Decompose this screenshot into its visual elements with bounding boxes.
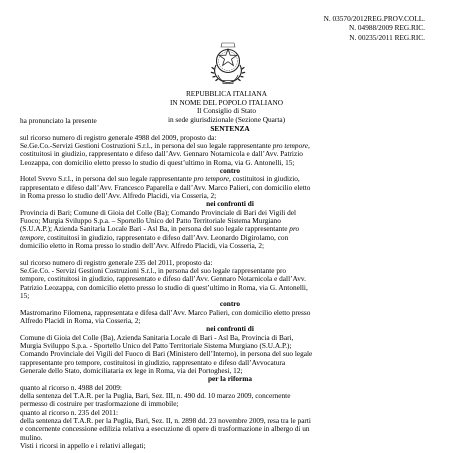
text-line: sul ricorso numero di registro generale 4988 del 2009, proposto da: xyxy=(20,132,217,142)
heading-line: Il Consiglio di Stato xyxy=(197,106,256,115)
text-line: Comando Provinciale dei Vigili del Fuoco di Bari (Ministero dell’Interno), in persona del suo legale xyxy=(20,349,313,359)
italian-republic-emblem xyxy=(208,41,248,87)
intro-text: ha pronunciato la presente xyxy=(20,116,97,125)
text-line: permesso di costruire per trasformazione di immobile; xyxy=(20,399,179,409)
case-references xyxy=(324,14,425,42)
text-line: domicilio eletto in Roma presso lo studio dell’Avv. Alfredo Placidi, via Cosseria, 2; xyxy=(20,241,265,251)
text-line: Patrizio Leozappa, con domicilio eletto presso lo studio di quest’ultimo in Roma, via G. Antonelli, xyxy=(20,282,308,292)
reference-line: N. 03570/2012REG.PROV.COLL. xyxy=(323,14,425,23)
text-line: Comune di Gioia del Colle (Ba), Azienda Sanitaria Locale di Bari - Asl Ba, Provincia di Bari, xyxy=(20,332,294,342)
text-line: Murgia Sviluppo S.p.a. - Sportello Unico del Patto Territoriale Sistema Murgiano (S.U.A.P.); xyxy=(20,340,292,350)
section-title: per la riforma xyxy=(207,374,253,384)
text-line: Se.Ge.Co.-Servizi Gestioni Costruzioni S.r.l., in persona del suo legale rappresentante pro tempore, xyxy=(20,141,310,151)
heading-line: IN NOME DEL POPOLO ITALIANO xyxy=(169,97,284,107)
text-line: quanto al ricorso n. 4988 del 2009: xyxy=(20,382,122,392)
text-line: rappresentato e difeso dall’Avv. Francesco Paparella e dall’Avv. Marco Palieri, con domicilio eletto xyxy=(20,182,311,192)
text-line: Fuoco; Murgia Sviluppo S.p.a. – Sportello Unico del Patto Territoriale Sistema Murgiano xyxy=(20,216,281,226)
section-title: nei confronti di xyxy=(206,324,254,334)
text-line: in Roma presso lo studio dell’Avv. Alfredo Placidi, via Cosseria, 2; xyxy=(20,191,217,201)
heading-line: REPUBBLICA ITALIANA xyxy=(185,89,268,98)
section-title: contro xyxy=(219,166,241,176)
text-line: Generale dello Stato, domiciliataria ex lege in Roma, via dei Portoghesi, 12; xyxy=(20,365,243,375)
heading-line: in sede giurisdizionale (Sezione Quarta) xyxy=(167,114,286,124)
text-line: e concernente concessione edilizia relativa a esecuzione di opere di trasformazione in albergo di un xyxy=(20,424,310,434)
text-line: Provincia di Bari; Comune di Gioia del Colle (Ba); Comando Provinciale di Bari dei Vigili del xyxy=(20,207,297,217)
text-line: Mastromarino Filomena, rappresentata e difesa dall’Avv. Marco Palieri, con domicilio eletto presso xyxy=(20,307,311,317)
text-line: della sentenza del T.A.R. per la Puglia, Bari, Sez. II, n. 2898 dd. 23 novembre 2009, resa tra le parti xyxy=(20,416,311,426)
text-line: Hotel Svevo S.r.l., in persona del suo legale rappresentante pro tempore, costituitosi in giudizio, xyxy=(20,174,300,184)
text-line: sul ricorso numero di registro generale 235 del 2011, proposto da: xyxy=(20,257,213,267)
text-line: tempore, costituitosi in giudizio, rappresentato e difeso dall’Avv. Gennaro Notarnicola e dall’Avv. xyxy=(20,274,306,284)
reference-line: N. 00235/2011 REG.RIC. xyxy=(349,32,425,42)
text-line: rappresentante pro tempore, costituitosi in giudizio, rappresentato e difeso dall’Avvocatura xyxy=(20,357,286,367)
reference-line: N. 04988/2009 REG.RIC. xyxy=(348,23,425,33)
text-line: (S.U.A.P.); Azienda Sanitaria Locale Bari - Asl Ba, in persona del suo legale rappresentante pro xyxy=(20,224,300,234)
text-line: quanto al ricorso n. 235 del 2011: xyxy=(20,407,119,417)
text-line: Visti i ricorsi in appello e i relativi allegati; xyxy=(20,441,146,451)
section-title: contro xyxy=(219,299,241,309)
text-line: Leozappa, con domicilio eletto presso lo studio di quest’ultimo in Roma, via G. Antonelli, 15; xyxy=(20,157,295,167)
section-title: nei confronti di xyxy=(206,199,254,209)
text-line: mulino. xyxy=(20,432,43,442)
text-line: tempore, costituitosi in giudizio, rappresentato e difeso dall’Avv. Leonardo Digirolamo, con xyxy=(20,232,289,242)
text-line: 15; xyxy=(20,290,30,300)
text-line: della sentenza del T.A.R. per la Puglia, Bari, Sez. III, n. 490 dd. 10 marzo 2009, concernente xyxy=(20,391,291,400)
document-body xyxy=(20,117,440,450)
text-line: costituitosi in giudizio, rappresentato e difeso dall’Avv. Gennaro Notarnicola e dall’Avv. Patrizio xyxy=(20,149,303,159)
text-line: Se.Ge.Co. - Servizi Gestioni Costruzioni S.r.l., in persona del suo legale rappresentante pro xyxy=(20,265,287,275)
text-line: Alfredo Placidi in Roma, via Cosseria, 2; xyxy=(20,315,141,325)
section-title: SENTENZA xyxy=(210,124,250,134)
